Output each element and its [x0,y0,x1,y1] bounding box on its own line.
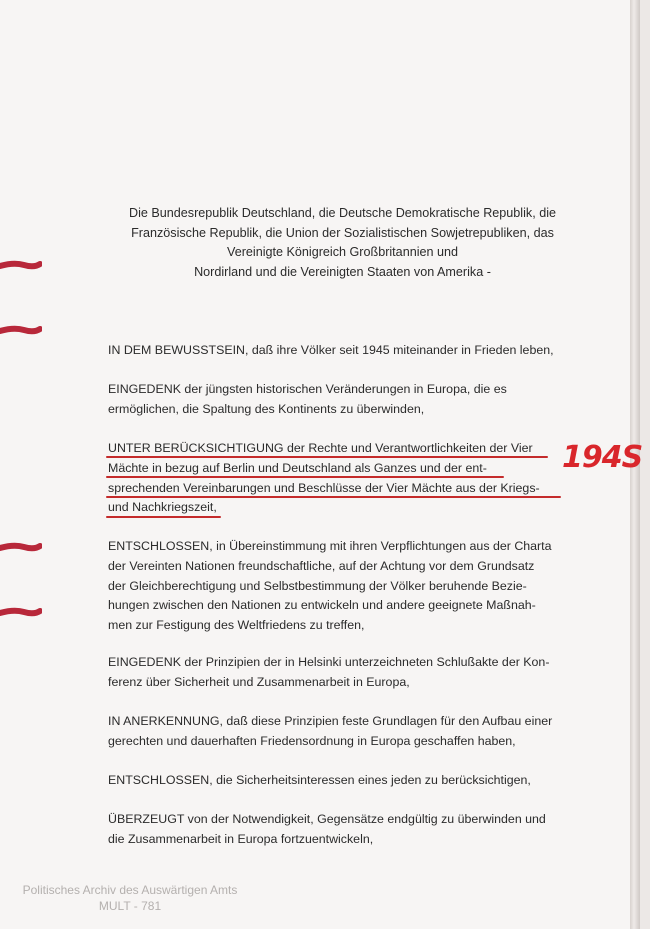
clause-line: ENTSCHLOSSEN, die Sicherheitsinteressen eines jeden zu berücksichtigen, [108,773,531,787]
preamble-clause [108,810,578,850]
clause-line: ermöglichen, die Spaltung des Kontinents zu überwinden, [108,401,425,416]
clause-line: EINGEDENK der jüngsten historischen Veränderungen in Europa, die es [108,382,507,396]
clause-line: der Gleichberechtigung und Selbstbestimmung der Völker beruhende Bezie- [108,578,527,593]
preamble-clause [108,380,578,420]
clause-line: ferenz über Sicherheit und Zusammenarbeit in Europa, [108,674,410,689]
clause-line: und Nachkriegszeit, [108,500,217,515]
clause-line: ENTSCHLOSSEN, in Übereinstimmung mit ihren Verpflichtungen aus der Charta [108,539,552,553]
preamble-clause [108,341,578,361]
clause-line: EINGEDENK der Prinzipien der in Helsinki unterzeichneten Schlußakte der Kon- [108,655,550,669]
parties-line: Die Bundesrepublik Deutschland, die Deutsche Demokratische Republik, die [128,206,557,220]
preamble-clause [108,653,578,693]
archive-watermark [0,882,260,914]
pen-underline [106,456,548,458]
preamble-clause [108,712,578,752]
pen-underline [106,496,561,498]
binding-string [0,607,42,617]
parties-line: Französische Republik, die Union der Sozialistischen Sowjetrepubliken, das [131,225,554,240]
preamble-clause [108,771,578,791]
binding-string [0,260,42,270]
archive-reference: MULT - 781 [98,899,162,913]
clause-line: IN DEM BEWUSSTSEIN, daß ihre Völker seit 1945 miteinander in Frieden leben, [108,343,554,357]
preamble-clause-highlighted [108,439,578,518]
preamble-clause [108,537,578,636]
parties-line: Nordirland und die Vereinigten Staaten von Amerika - [194,264,491,279]
clause-line: die Zusammenarbeit in Europa fortzuentwickeln, [108,831,374,846]
clause-line: der Vereinten Nationen freundschaftliche, auf der Achtung vor dem Grundsatz [108,558,535,573]
clause-line: Mächte in bezug auf Berlin und Deutschland als Ganzes und der ent- [108,460,487,475]
clause-line: gerechten und dauerhaften Friedensordnung in Europa geschaffen haben, [108,733,516,748]
pen-underline [106,476,504,478]
treaty-parties [100,204,585,282]
binding-string [0,325,42,335]
archive-name: Politisches Archiv des Auswärtigen Amts [22,883,238,897]
clause-line: UNTER BERÜCKSICHTIGUNG der Rechte und Verantwortlichkeiten der Vier [108,441,533,455]
binding-string [0,542,42,552]
clause-line: IN ANERKENNUNG, daß diese Prinzipien feste Grundlagen für den Aufbau einer [108,714,553,728]
clause-line: men zur Festigung des Weltfriedens zu treffen, [108,618,365,633]
handwritten-annotation: 194S [562,440,643,475]
clause-line: hungen zwischen den Nationen zu entwickeln und andere geeignete Maßnah- [108,598,536,613]
parties-line: Vereinigte Königreich Großbritannien und [226,245,459,259]
pen-underline [106,516,221,518]
clause-line: sprechenden Vereinbarungen und Beschlüsse der Vier Mächte aus der Kriegs- [108,480,540,495]
clause-line: ÜBERZEUGT von der Notwendigkeit, Gegensätze endgültig zu überwinden und [108,812,546,826]
